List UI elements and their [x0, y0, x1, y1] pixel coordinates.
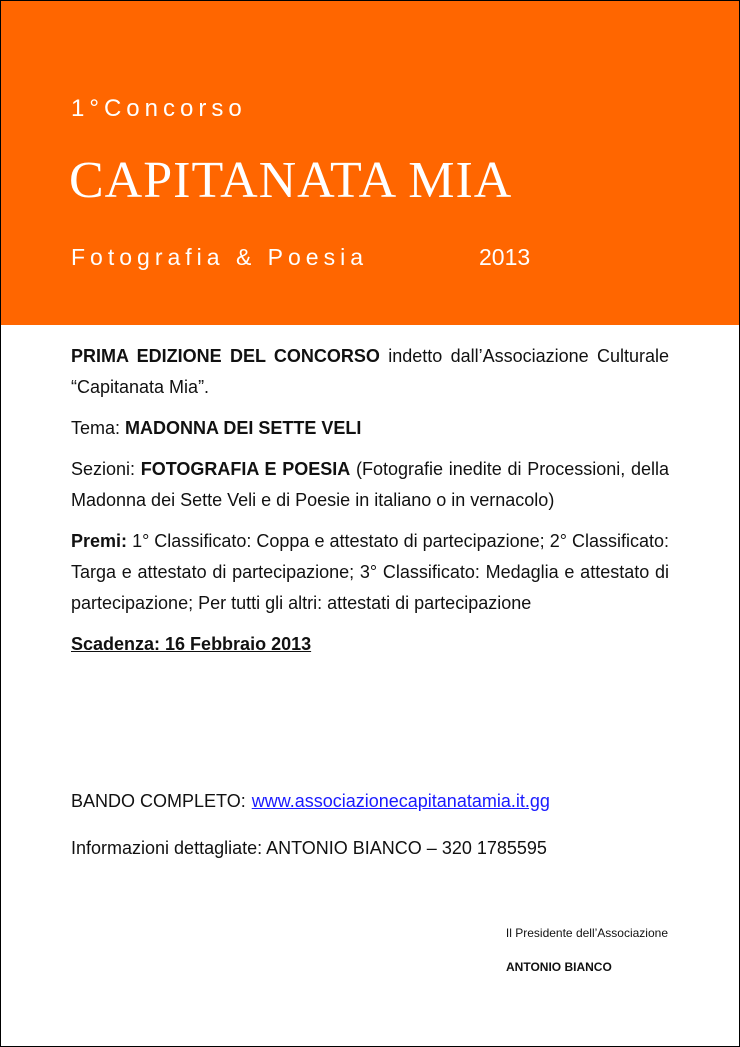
contest-title: CAPITANATA MIA [69, 152, 513, 209]
signature-role: Il Presidente dell’Associazione [505, 926, 668, 940]
tema-paragraph [71, 413, 669, 444]
intro-text: indetto dall’Associazione Culturale “Capitanata Mia”. [71, 346, 669, 397]
signature-name: ANTONIO BIANCO [506, 960, 612, 974]
premi-detail: 1° Classificato: Coppa e attestato di partecipazione; 2° Classificato: Targa e attestato di partecipazione; 3° Classificato: Medaglia e attestato di partecipazione; Per tutti gli altri: attestati di partecipazione [71, 531, 669, 613]
contest-subtitle: Fotografia & Poesia [71, 244, 369, 270]
sezioni-paragraph [71, 454, 669, 516]
contest-details [71, 341, 669, 670]
contest-edition: 1°Concorso [71, 95, 247, 122]
sezioni-label: Sezioni: [71, 459, 141, 479]
sezioni-detail: (Fotografie inedite di Processioni, della Madonna dei Sette Veli e di Poesie in italiano o in vernacolo) [71, 459, 669, 510]
sezioni-value: FOTOGRAFIA E POESIA [140, 459, 351, 479]
deadline: Scadenza: 16 Febbraio 2013 [71, 634, 312, 654]
premi-paragraph [71, 526, 669, 619]
premi-label: Premi: [71, 531, 128, 551]
intro-bold: PRIMA EDIZIONE DEL CONCORSO [71, 346, 380, 366]
bando-label: BANDO COMPLETO: [71, 791, 246, 811]
tema-label: Tema: [71, 418, 126, 438]
tema-value: MADONNA DEI SETTE VELI [125, 418, 362, 438]
full-notice-line [71, 791, 550, 812]
contest-year: 2013 [479, 244, 531, 270]
intro-paragraph [71, 341, 669, 403]
header-banner [1, 1, 739, 325]
contact-info: Informazioni dettagliate: ANTONIO BIANCO – 320 1785595 [71, 838, 547, 858]
website-link[interactable]: www.associazionecapitanatamia.it.gg [251, 791, 550, 811]
